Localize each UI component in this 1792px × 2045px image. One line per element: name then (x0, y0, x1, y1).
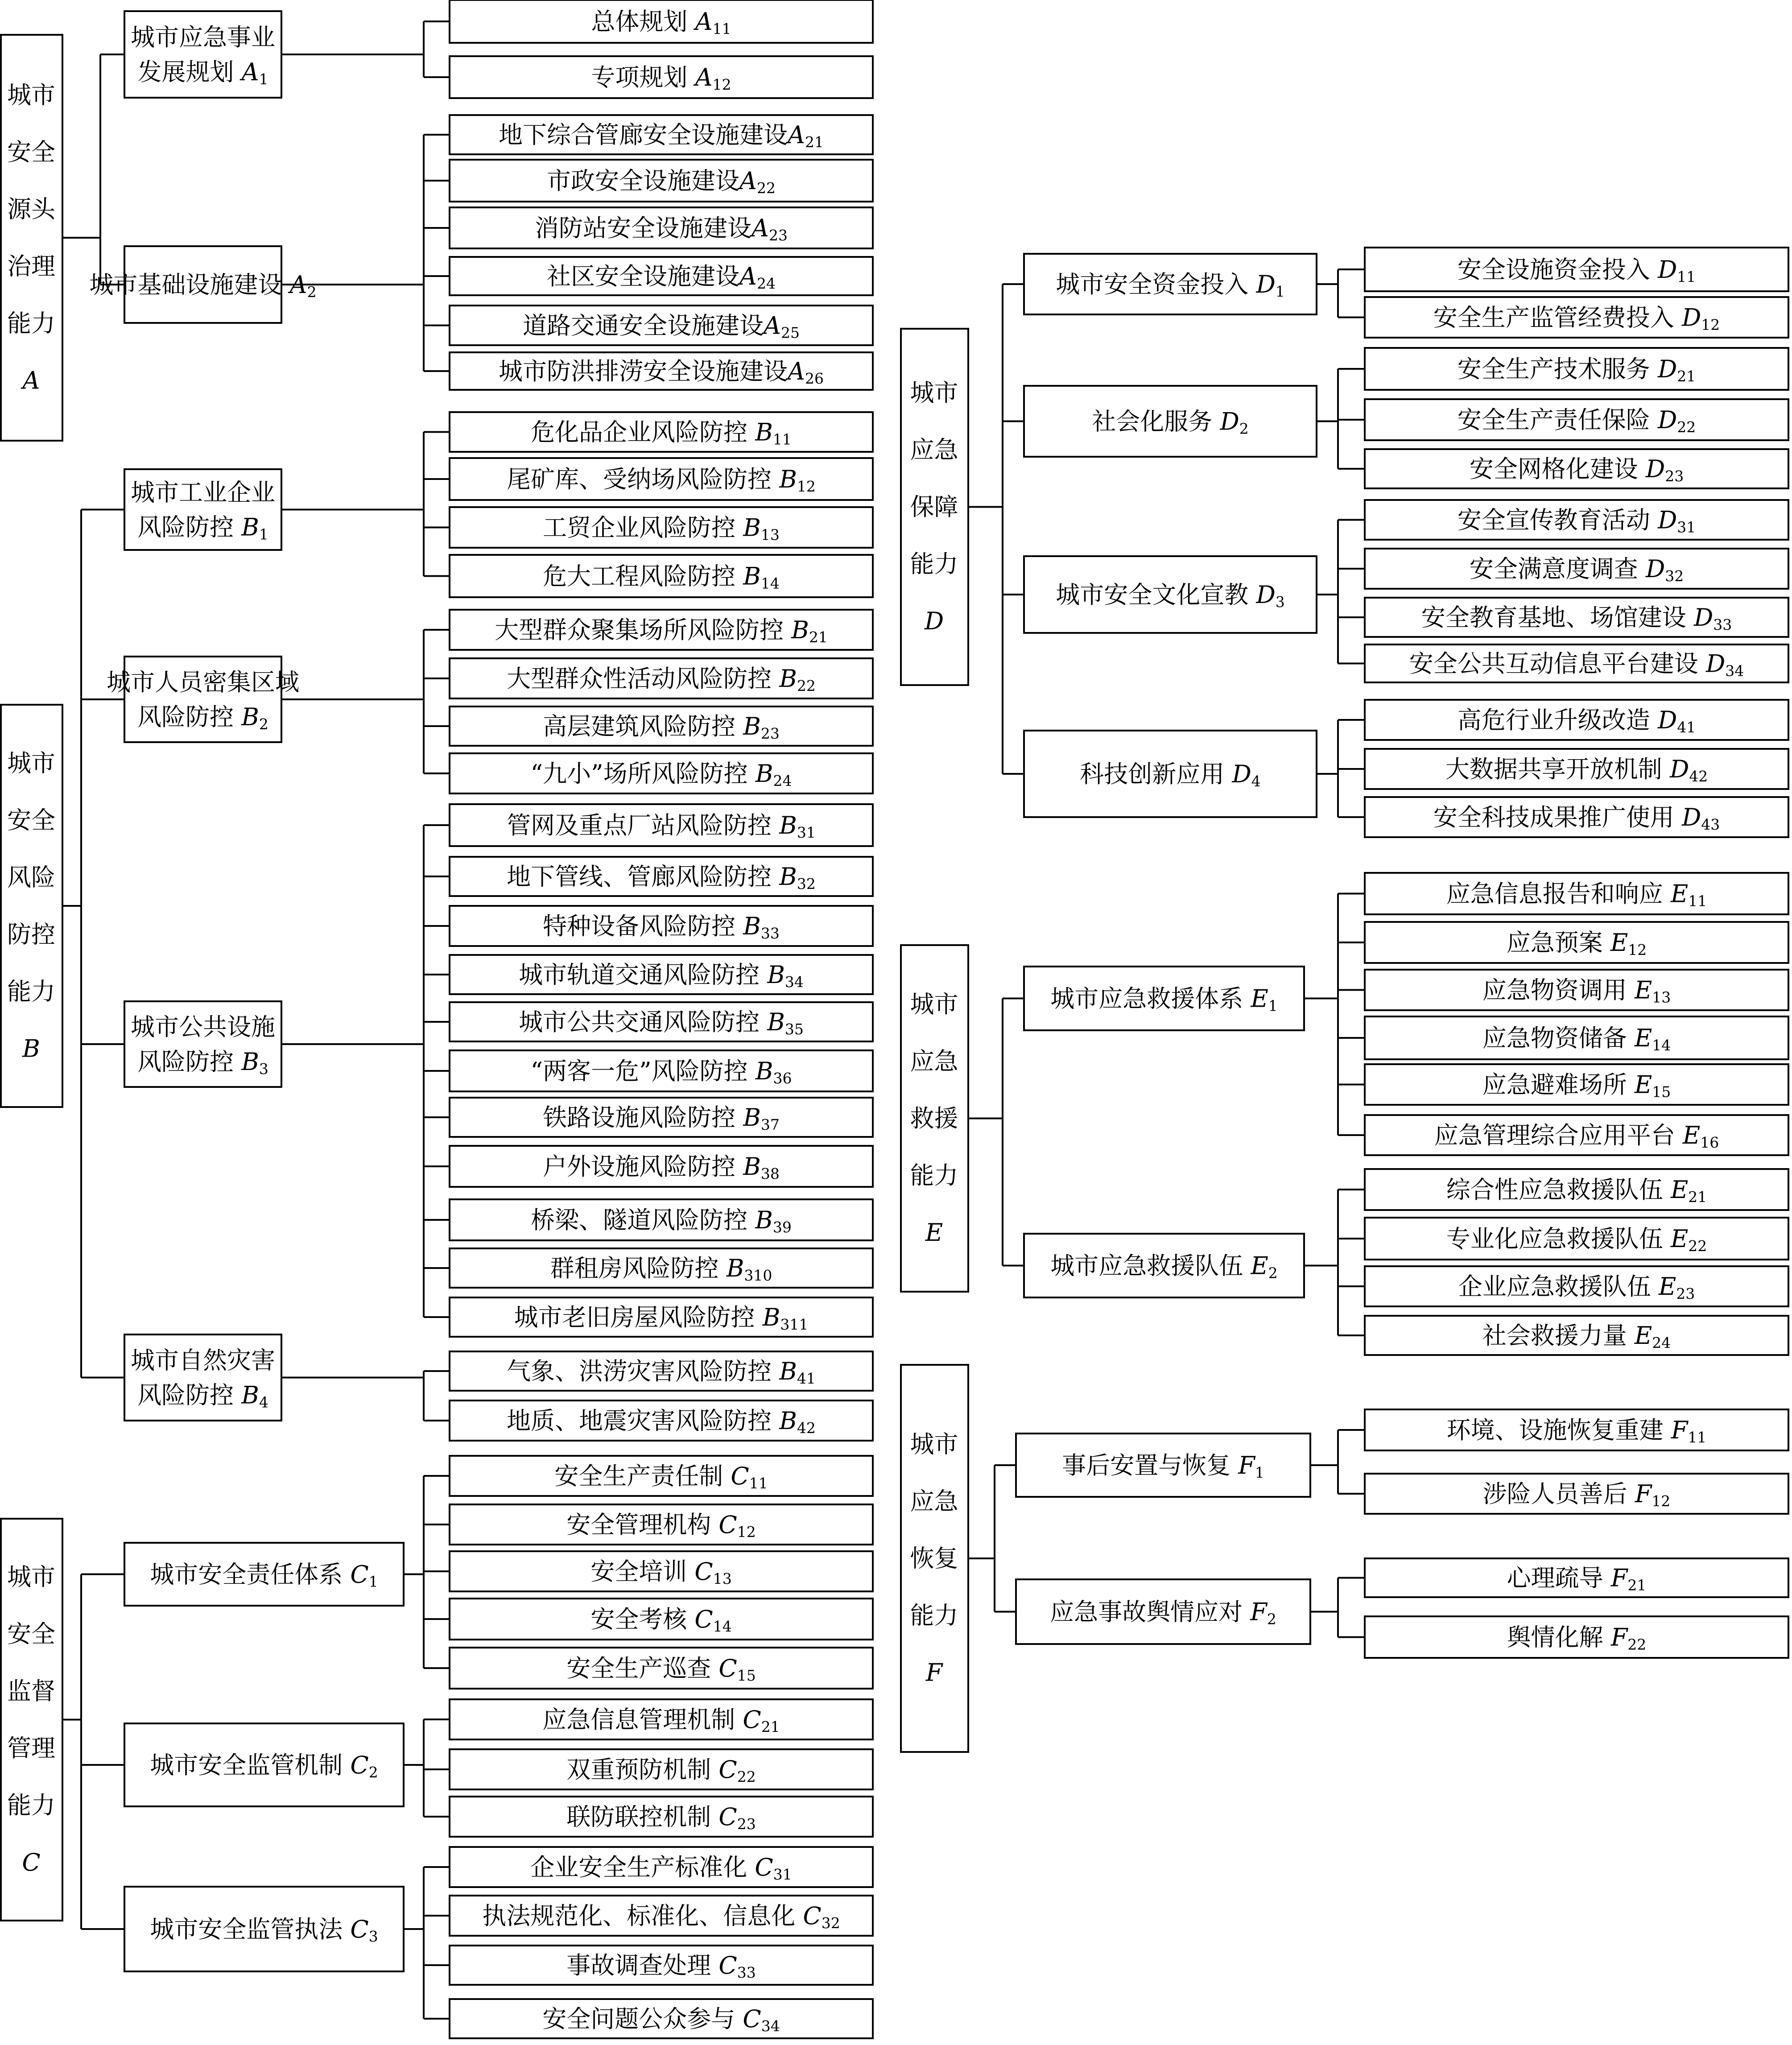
category-label: 风险防控 $B_1$ (137, 513, 268, 543)
indicator-label: 企业应急救援队伍 $E_{23}$ (1458, 1272, 1695, 1302)
root-label-line: B (22, 1034, 40, 1063)
category-label: 城市基础设施建设 $A_2$ (89, 270, 317, 301)
indicator-label: 地下综合管廊安全设施建设$A_{21}$ (499, 120, 824, 151)
indicator-label: 应急管理综合应用平台 $E_{16}$ (1434, 1121, 1719, 1151)
root-label-line: C (22, 1848, 41, 1876)
root-label-line: 应急 (910, 1487, 958, 1516)
category-label: 风险防控 $B_2$ (137, 702, 268, 733)
indicator-label: 安全满意度调查 $D_{32}$ (1469, 554, 1684, 585)
indicator-label: 城市公共交通风险防控 $B_{35}$ (519, 1008, 804, 1038)
root-label-line: 安全 (7, 806, 55, 835)
root-label-line: E (925, 1219, 943, 1247)
root-label-line: 城市 (910, 1430, 958, 1458)
root-label-line: 源头 (7, 195, 55, 223)
category-label: 发展规划 $A_1$ (137, 58, 268, 88)
indicator-label: 专项规划 $A_{12}$ (591, 63, 731, 93)
category-label: 城市自然灾害 (131, 1346, 275, 1374)
indicator-label: 安全生产责任保险 $D_{22}$ (1457, 405, 1696, 436)
root-label-line: 能力 (7, 977, 55, 1006)
indicator-label: 应急预案 $E_{12}$ (1506, 928, 1647, 958)
indicator-label: 地质、地震灾害风险防控 $B_{42}$ (507, 1406, 816, 1437)
root-label-line: 能力 (7, 309, 55, 338)
indicator-label: 专业化应急救援队伍 $E_{22}$ (1446, 1224, 1707, 1255)
category-label: 城市人员密集区域 (107, 668, 299, 696)
root-label-line: 能力 (910, 550, 958, 578)
indicator-label: 气象、洪涝灾害风险防控 $B_{41}$ (507, 1357, 816, 1387)
indicator-label: 安全设施资金投入 $D_{11}$ (1457, 255, 1696, 285)
indicator-label: 城市老旧房屋风险防控 $B_{311}$ (514, 1303, 809, 1333)
indicator-label: 桥梁、隧道风险防控 $B_{39}$ (531, 1206, 792, 1236)
category-label: 城市公共设施 (131, 1012, 275, 1041)
root-label-line: 防控 (7, 920, 55, 949)
root-label-line: 监督 (7, 1677, 55, 1705)
root-label-line: 城市 (910, 379, 958, 407)
indicator-label: 执法规范化、标准化、信息化 $C_{32}$ (482, 1901, 840, 1932)
indicator-label: 双重预防机制 $C_{22}$ (566, 1755, 756, 1785)
indicator-label: 大型群众聚集场所风险防控 $B_{21}$ (495, 616, 828, 646)
category-label: 事后安置与恢复 $F_1$ (1062, 1451, 1264, 1481)
indicator-label: 安全生产技术服务 $D_{21}$ (1457, 355, 1696, 385)
category-label: 城市应急事业 (131, 23, 275, 51)
category-label: 应急事故舆情应对 $F_2$ (1050, 1598, 1276, 1628)
category-label: 城市应急救援队伍 $E_2$ (1050, 1252, 1278, 1281)
root-label-line: 安全 (7, 138, 55, 166)
indicator-label: 涉险人员善后 $F_{12}$ (1482, 1479, 1671, 1510)
indicator-label: 安全问题公众参与 $C_{34}$ (542, 2004, 780, 2035)
indicator-label: 应急避难场所 $E_{15}$ (1482, 1070, 1671, 1100)
root-label-line: 风险 (7, 863, 55, 892)
root-label-line: 能力 (910, 1601, 958, 1630)
category-label: 城市安全文化宣教 $D_3$ (1056, 580, 1285, 611)
indicator-label: 群租房风险防控 $B_{310}$ (550, 1254, 772, 1284)
indicator-label: 舆情化解 $F_{22}$ (1507, 1623, 1647, 1653)
root-label-line: 能力 (7, 1791, 55, 1819)
indicator-label: 安全宣传教育活动 $D_{31}$ (1457, 506, 1696, 536)
root-label-line: 城市 (7, 749, 55, 777)
indicator-label: 社区安全设施建设$A_{24}$ (547, 262, 776, 292)
indicator-label: 安全科技成果推广使用 $D_{43}$ (1433, 803, 1720, 833)
root-label-line: 应急 (910, 1047, 958, 1075)
indicator-label: 企业安全生产标准化 $C_{31}$ (530, 1853, 792, 1883)
category-label: 城市应急救援体系 $E_1$ (1050, 984, 1278, 1014)
root-label-line: 保障 (910, 493, 958, 521)
indicator-label: 心理疏导 $F_{21}$ (1507, 1564, 1647, 1594)
indicator-label: 应急信息报告和响应 $E_{11}$ (1446, 880, 1707, 909)
category-label: 风险防控 $B_4$ (137, 1381, 268, 1411)
indicator-label: “九小”场所风险防控 $B_{24}$ (530, 759, 792, 789)
root-label-line: 能力 (910, 1161, 958, 1190)
indicator-label: 管网及重点厂站风险防控 $B_{31}$ (507, 811, 816, 841)
indicator-label: 事故调查处理 $C_{33}$ (566, 1951, 756, 1981)
indicator-label: 环境、设施恢复重建 $F_{11}$ (1446, 1416, 1707, 1446)
root-label-line: A (22, 366, 40, 395)
root-label-line: D (924, 607, 944, 635)
indicator-label: 大型群众性活动风险防控 $B_{22}$ (507, 664, 816, 694)
indicator-label: 安全生产监管经费投入 $D_{12}$ (1433, 303, 1720, 333)
indicator-label: 应急物资储备 $E_{14}$ (1482, 1024, 1671, 1054)
root-label-line: F (925, 1658, 943, 1687)
indicator-label: 总体规划 $A_{11}$ (591, 7, 731, 37)
indicator-label: 安全培训 $C_{13}$ (590, 1557, 732, 1587)
indicator-label: 户外设施风险防控 $B_{38}$ (543, 1152, 780, 1182)
root-label-line: 城市 (7, 81, 55, 109)
indicator-label: 安全管理机构 $C_{12}$ (566, 1510, 756, 1541)
root-label-line: 救援 (910, 1104, 958, 1132)
root-label-line: 治理 (7, 252, 55, 281)
category-label: 城市安全监管执法 $C_3$ (150, 1915, 378, 1945)
root-label-line: 城市 (7, 1563, 55, 1591)
indicator-label: 城市防洪排涝安全设施建设$A_{26}$ (499, 357, 824, 387)
indicator-label: 道路交通安全设施建设$A_{25}$ (523, 311, 800, 341)
indicator-label: 安全生产责任制 $C_{11}$ (554, 1462, 768, 1492)
indicator-label: 铁路设施风险防控 $B_{37}$ (543, 1103, 780, 1133)
indicator-label: 地下管线、管廊风险防控 $B_{32}$ (507, 862, 816, 892)
indicator-label: 安全教育基地、场馆建设 $D_{33}$ (1421, 603, 1732, 633)
indicator-label: 安全考核 $C_{14}$ (590, 1605, 732, 1635)
category-label: 城市安全资金投入 $D_1$ (1056, 270, 1285, 300)
indicator-label: 应急物资调用 $E_{13}$ (1482, 976, 1671, 1006)
indicator-label: “两客一危”风险防控 $B_{36}$ (530, 1057, 792, 1087)
indicator-label: 高危行业升级改造 $D_{41}$ (1457, 706, 1696, 736)
category-label: 城市安全监管机制 $C_2$ (150, 1751, 378, 1781)
category-label: 风险防控 $B_3$ (137, 1047, 268, 1078)
indicator-label: 特种设备风险防控 $B_{33}$ (543, 912, 780, 942)
indicator-label: 联防联控机制 $C_{23}$ (566, 1802, 756, 1833)
root-label-line: 恢复 (910, 1544, 958, 1573)
root-label-line: 应急 (910, 436, 958, 464)
root-label-line: 管理 (7, 1734, 55, 1762)
indicator-label: 城市轨道交通风险防控 $B_{34}$ (519, 960, 804, 991)
indicator-label: 危化品企业风险防控 $B_{11}$ (531, 418, 792, 448)
category-label: 科技创新应用 $D_4$ (1080, 760, 1261, 790)
category-label: 城市安全责任体系 $C_1$ (150, 1560, 378, 1590)
root-label-line: 城市 (910, 990, 958, 1018)
indicator-label: 大数据共享开放机制 $D_{42}$ (1445, 755, 1708, 785)
indicator-label: 消防站安全设施建设$A_{23}$ (535, 214, 788, 244)
indicator-label: 综合性应急救援队伍 $E_{21}$ (1446, 1175, 1707, 1206)
diagram-nodes (1, 0, 1788, 2038)
indicator-label: 工贸企业风险防控 $B_{13}$ (543, 513, 780, 543)
indicator-label: 尾矿库、受纳场风险防控 $B_{12}$ (507, 465, 816, 495)
category-label: 社会化服务 $D_2$ (1092, 407, 1249, 437)
category-label: 城市工业企业 (131, 478, 275, 506)
indicator-label: 安全网格化建设 $D_{23}$ (1469, 454, 1684, 485)
indicator-label: 高层建筑风险防控 $B_{23}$ (543, 712, 780, 742)
indicator-label: 市政安全设施建设$A_{22}$ (547, 166, 776, 197)
indicator-label: 社会救援力量 $E_{24}$ (1482, 1321, 1671, 1351)
indicator-label: 安全生产巡查 $C_{15}$ (566, 1654, 756, 1684)
indicator-label: 应急信息管理机制 $C_{21}$ (542, 1705, 780, 1735)
indicator-label: 安全公共互动信息平台建设 $D_{34}$ (1409, 649, 1744, 679)
indicator-label: 危大工程风险防控 $B_{14}$ (543, 562, 780, 592)
root-label-line: 安全 (7, 1620, 55, 1648)
